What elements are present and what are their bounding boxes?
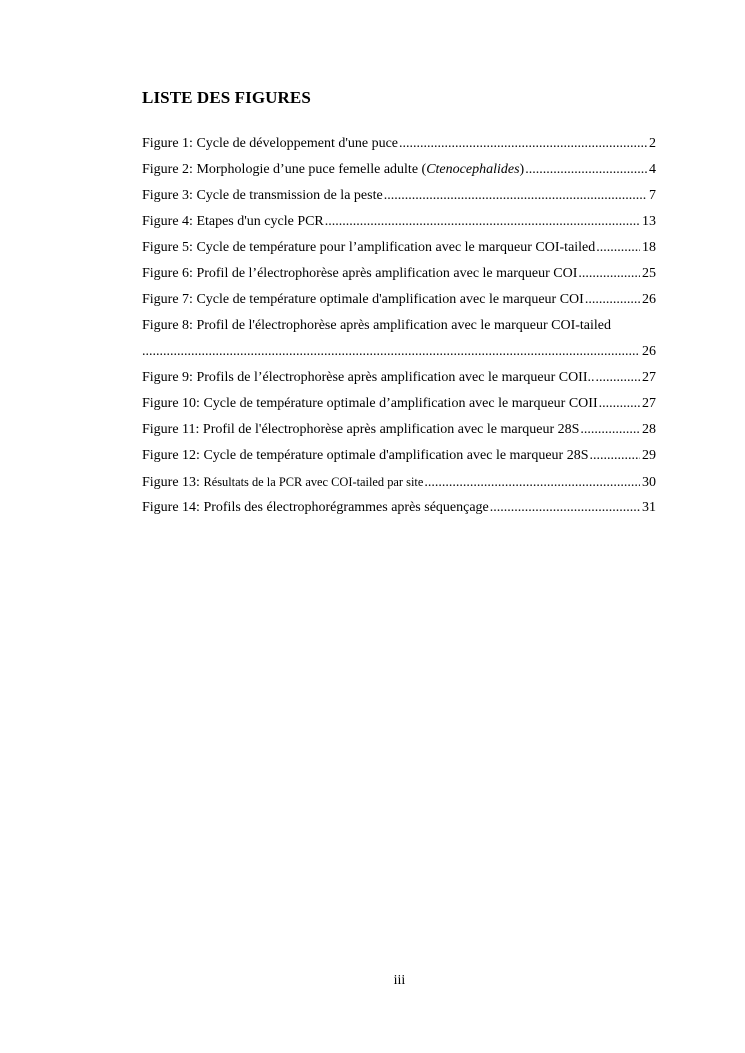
toc-entry-label: Figure 10: Cycle de température optimale d’amplification avec le marqueur COII — [142, 396, 598, 411]
toc-entry-label: Figure 12: Cycle de température optimale d'amplification avec le marqueur 28S — [142, 448, 589, 463]
toc-entry-page: 29 — [642, 448, 656, 463]
dot-leader — [589, 446, 640, 466]
toc-entry-label: Figure 13: Résultats de la PCR avec COI-tailed par site — [142, 475, 424, 490]
toc-entry-figure-5[interactable] — [142, 238, 656, 264]
toc-entry-label: Figure 11: Profil de l'électrophorèse après amplification avec le marqueur 28S — [142, 422, 580, 437]
toc-entry-label: Figure 3: Cycle de transmission de la peste — [142, 188, 383, 203]
toc-entry-label: Figure 4: Etapes d'un cycle PCR — [142, 214, 324, 229]
dot-leader — [580, 420, 640, 440]
toc-entry-figure-1[interactable] — [142, 134, 656, 160]
figure-list — [142, 134, 656, 524]
toc-entry-page: 13 — [642, 214, 656, 229]
dot-leader — [325, 212, 640, 232]
dot-leader — [585, 290, 640, 310]
toc-entry-page: 30 — [642, 475, 656, 490]
toc-entry-label: Figure 1: Cycle de développement d'une puce — [142, 136, 398, 151]
toc-entry-figure-10[interactable] — [142, 394, 656, 420]
toc-entry-page: 26 — [642, 344, 656, 359]
toc-entry-figure-6[interactable] — [142, 264, 656, 290]
toc-entry-label: Figure 8: Profil de l'électrophorèse après amplification avec le marqueur COI-tailed — [142, 318, 612, 333]
dot-leader — [142, 342, 640, 362]
toc-entry-page: 31 — [642, 500, 656, 515]
toc-entry-page: 7 — [649, 188, 656, 203]
toc-entry-figure-13[interactable] — [142, 472, 656, 498]
toc-entry-page: 27 — [642, 396, 656, 411]
dot-leader — [525, 160, 647, 180]
dot-leader — [596, 368, 640, 388]
toc-entry-label: Figure 14: Profils des électrophorégrammes après séquençage — [142, 500, 489, 515]
toc-entry-figure-2[interactable] — [142, 160, 656, 186]
dot-leader — [490, 498, 640, 518]
toc-entry-figure-9[interactable] — [142, 368, 656, 394]
toc-entry-label: Figure 9: Profils de l’électrophorèse après amplification avec le marqueur COII.. — [142, 370, 595, 385]
toc-entry-figure-14[interactable] — [142, 498, 656, 524]
dot-leader — [578, 264, 640, 284]
toc-entry-page: 4 — [649, 162, 656, 177]
toc-entry-page: 25 — [642, 266, 656, 281]
toc-entry-page: 18 — [642, 240, 656, 255]
page-title: LISTE DES FIGURES — [142, 88, 311, 107]
toc-entry-figure-8-continuation[interactable] — [142, 342, 656, 368]
dot-leader — [399, 134, 647, 154]
dot-leader — [384, 186, 647, 206]
dot-leader — [596, 238, 640, 258]
toc-entry-label: Figure 2: Morphologie d’une puce femelle adulte (Ctenocephalides) — [142, 162, 525, 177]
toc-entry-figure-7[interactable] — [142, 290, 656, 316]
dot-leader — [599, 394, 640, 414]
toc-entry-page: 27 — [642, 370, 656, 385]
toc-entry-page: 2 — [649, 136, 656, 151]
species-name: Ctenocephalides — [426, 162, 520, 177]
page-number: iii — [393, 973, 406, 988]
dot-leader — [424, 473, 640, 493]
toc-entry-label: Figure 5: Cycle de température pour l’amplification avec le marqueur COI-tailed — [142, 240, 596, 255]
toc-entry-figure-8[interactable] — [142, 316, 656, 342]
toc-entry-label: Figure 7: Cycle de température optimale d'amplification avec le marqueur COI — [142, 292, 584, 307]
toc-entry-figure-11[interactable] — [142, 420, 656, 446]
toc-entry-page: 28 — [642, 422, 656, 437]
toc-entry-label: Figure 6: Profil de l’électrophorèse après amplification avec le marqueur COI — [142, 266, 578, 281]
toc-entry-page: 26 — [642, 292, 656, 307]
toc-entry-figure-4[interactable] — [142, 212, 656, 238]
toc-entry-figure-12[interactable] — [142, 446, 656, 472]
toc-entry-figure-3[interactable] — [142, 186, 656, 212]
